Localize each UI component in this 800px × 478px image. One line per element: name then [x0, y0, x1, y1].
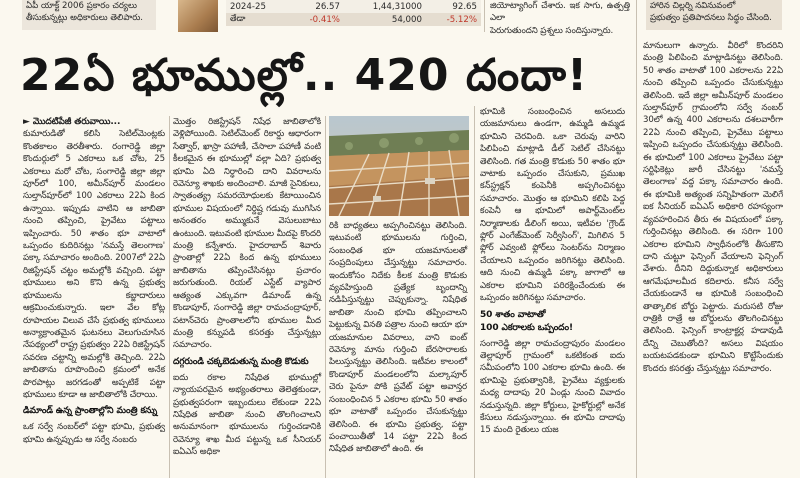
cell: -5.12% [446, 14, 477, 25]
subheading-line: 50 శాతం వాటాతో [480, 309, 546, 320]
continued-kicker: ► మొదటిపేజీ తరువాయి... [23, 117, 121, 127]
row-label: తేడా [230, 13, 246, 24]
table-row [226, 0, 481, 13]
paragraph: ఒక సర్వే నంబర్‌లో పట్టా భూమి, ప్రభుత్వ భూమి ఉన్నప్పుడు ఆ సర్వే నంబరు [23, 422, 165, 445]
headline: 22ఏ భూముల్లో.. 420 దందా! [20, 50, 589, 101]
top-right-snippet [646, 0, 782, 30]
article-column-1 [23, 116, 165, 449]
article-column-4 [480, 106, 625, 440]
kicker-text: మొదటిపేజీ తరువాయి... [32, 117, 121, 127]
subheading: డిమాండ్ ఉన్న ప్రాంతాల్లోని మంత్రి కన్ను [23, 406, 158, 417]
subheading: దగ్గరుండి చక్కబెడుతున్న మంత్రి కొడుకు [173, 356, 309, 367]
stats-table [226, 0, 481, 30]
snippet-line: పెరుగుతుందని ప్రశ్నలు సందిస్తున్నారు. [490, 25, 614, 36]
snippet-line: తీసుకున్నట్లు అధికారులు తెలిపారు. [26, 13, 144, 23]
column-divider [169, 116, 170, 478]
paragraph: కుమారుడితో కలిసి సెటిల్‌మెంట్లకు కొంతకాలం తెరతీశారు. రంగారెడ్డి జిల్లా కొందుర్గులో 5 ఎకరాలు ఒక చోట, 25 ఎకరాలు మరో చోట, సంగారెడ్డి జిల్లా జిల్లా పూర్‌లో 100, అమీన్‌పూర్ మండలం సుల్తాన్‌పూర్‌లో 100 ఎకరాలు 22ఏ కింద ఉన్నాయి. ఇప్పుడు వాటిని ఆ జాబితా నుంచి తప్పించి, ప్రైవేటు పట్టాలు ఇప్పించారు. 50 శాతం భూ వాటాలో ఒప్పందం కుదిరినట్లు 'నమస్తే తెలంగాణ' పక్కా సమాచారం అందింది. 2007లో 22ఏ రిజిస్ట్రేషన్ చట్టం అమల్లోకి వచ్చింది. పట్టా భూములు అని కొని ఉన్న ప్రభుత్వ భూములను కబ్జాదారులు ఆక్రమించుకున్నారు. ఇలా వేల కోట్ల రూపాయల విలువ చేసే ప్రభుత్వ భూములు అన్యాక్రాంతమైన ఘటనలు వెలుగుచూసిన నేపథ్యంలో రాష్ట్ర ప్రభుత్వం 22ఏ రిజిస్ట్రేషన్ సవరణ చట్టాన్ని అమల్లోకి తెచ్చింది. 22ఏ జాబితాను రూపొందించి క్రమంలో అనేక పొరపాట్లు జరగడంతో అప్పటికే పట్టా భూములు కూడా ఆ జాబితాలోకి చేరాయి. [23, 129, 165, 400]
row-label: 2024-25 [230, 1, 266, 12]
cell: -0.41% [309, 14, 340, 25]
cell: 26.57 [315, 1, 340, 12]
subheading [480, 309, 625, 335]
snippet-line: జియోట్యాగింగ్ చేశారు. ఇక సాగు, ఉత్పత్తి ఎలా [490, 1, 630, 24]
column-divider [636, 0, 637, 478]
column-divider [325, 116, 326, 478]
paragraph: రికి బాధ్యతలు అప్పగించినట్టు తెలిసింది. ఇటువంటి భూములను గుర్తించి, సంబంధిత భూ యజమానులతో సంప్రదింపులు చేస్తున్నట్టు సమాచారం. ఇందుకోసం నిదేకు కీలక మంత్రి కొడుకు వ్యవహిస్తుంది ప్రత్యేక బృందాన్ని నడిపిస్తున్నట్టు చెప్పుకున్నా. నిషేధిత జాబితా నుంచి భూమి తప్పించాలని పెట్టుకున్న వినతి పత్రాల నుంచి ఆయా భూ యజమానుల వివరాలు, వాని ఐంట్ రెవెన్యూ మాను గుర్తించి బేరసారాలకు పిలుస్తున్నట్టు తెలిసింది. ఇటీవల కాలంలో కొండాపూర్ మండలంలోని మల్కాపూర్ చెరు పైనూ పోకి ప్రవేట్ పట్టా అవాన్తర సంబంధించిన 5 ఎకరాల భూమి 50 శాతం భూ వాటాతో ఒప్పందం చేసుకున్నట్టు తెలిసింది. ఈ భూమి ప్రభుత్వ, పట్టా పంచాయితీతో 14 పట్టా 22ఏ కింద నిషేధిత జాబితాలో ఉంది. ఈ [329, 221, 467, 455]
paragraph: మొత్తం రిజిస్ట్రేషన్ నిషేధ జాబితాలోకి వెళ్లిపోయింది. సెటిల్‌మెంట్ రికార్డు ఆధారంగా సేత్వార్, ఖాస్రా పహాణీ, చేసాలా పహాణీ వంటి కీలకమైన ఈ భూముల్లో వల్లా ఏది? ప్రభుత్వ భూమి ఏది నిర్ధారించి దాని వివరాలను రెవెన్యూ శాఖకు అందించాలి. మాజీ సైనికులు, స్వాతంత్య్ర సమరయోధులకు కేటాయించిన భూముల విషయంలో నిర్దిష్ట గడువు ముగిసిన అనంతరం అమ్ముకునే వెసులుబాటు ఉంటుంది. ఇటువంటి భూముల మీదపై కొందరి మంత్రి కన్నేశారు. హైదరాబాద్ శివారు ప్రాంతాల్లో 22ఏ కింద ఉన్న భూములు జాబితాను తప్పించేసినట్లు ప్రచారం జరుగుతుంది. రియల్ ఎస్టేట్ వ్యాపార ఆత్యంత ఎక్కువగా డిమాండ్ ఉన్న కొండాపూర్, సంగారెడ్డి జిల్లా రామచంద్రాపూర్, పటాన్‌చెరు ప్రాంతాలలోని భూముల మీద మంత్రి కన్నుపడి కసరత్తు చేస్తున్నట్లు సమాచారం. [173, 117, 321, 351]
paragraph: మానులుగా ఉన్నారు. వీరిలో కొందరిని మంత్రి పిలిపించి మాట్లాడినట్టు తెలిసింది. 50 శాతం వాటాతో 100 ఎకరాలను 22ఏ నుంచి తప్పించి ఒప్పందం చేసుకున్నట్టు తెలిసింది. ఇదే జిల్లా అమీన్‌పూర్ మండలం సుల్తాన్‌పూర్ గ్రామంలోని సర్వే నంబర్ 30లో ఉన్న 400 ఎకరాలను దశలవారీగా 22ఏ నుంచి తప్పించి, ప్రైవేటు పట్టాలు ఇప్పించి ఒప్పందం చేసుకున్నట్టు తెలిసింది. ఈ భూమిలో 100 ఎకరాలు ప్రైవేటు పట్టా సర్టిఫికెట్లు జారీ చేసినట్టు 'నమస్తే తెలంగాణ' వద్ద పక్కా సమాచారం ఉంది. ఈ భూమికి అత్యంత సన్నిహితంగా మెలిగే ఐక సీనియర్ ఐఏఎస్ అధికారి రహస్యంగా వ్యవహరించిన తీరు ఈ విషయంలో పక్కా గుర్తించినట్లు తెలిసింది. ఈ సరిగా 100 ఎకరాల భూమిని స్వాధీనంలోకి తీసుకొని దాని చుట్టూ ఫెన్సింగ్ వేయాలని ఫెన్సింగ్ వేశారు. దీనిని దిద్దుకున్నాక అధికారులు ఆగమేఘాలమీద కదిలారు. కనీస సర్వే చేయకుండానే ఆ భూమికి సంబంధించి తాత్కాలిక బోర్డు పెట్టారు. మరుసటి రోజు రాత్రికి రాత్రే ఆ బోర్డులను తొలగించినట్టు తెలిసింది. ఫెన్సింగ్ కాంట్రాక్టర్ల హడావుడి దేన్ని చెబుతోంది? అసలు విషయం బయటపడకుండా భూమిని కొట్టేసేందుకు కొందరు కసరత్తు చేస్తున్నట్టు సమాచారం. [643, 41, 783, 374]
column-divider [474, 106, 475, 478]
article-column-right [643, 40, 783, 378]
snippet-line: హారిన చిల్లర్ని నవినువంలో [650, 1, 736, 11]
cell: 92.65 [452, 1, 477, 12]
grain-photo [178, 0, 218, 32]
paragraph: సంగారెడ్డి జిల్లా రామచంద్రాపురం మండలం తెల్లాపూర్ గ్రామంలో ఒకటికంత ఐదు సమీపంలోని 100 ఎకరాల భూమి ఉంది. ఈ భూమిపై ప్రభుత్వానికి, ప్రైవేటు వ్యక్తులకు మధ్య దాదాపు 20 ఏండ్లు నుంచి వివాదం నడుస్తున్నది. జిల్లా కోర్టులు, హైకోర్టుల్లో అనేక కేసులు నడుస్తున్నాయి. ఈ భూమి దాదాపు 15 మంది రైతులు యజ [480, 338, 625, 436]
article-column-2 [173, 116, 321, 462]
subheading-line: 100 ఎకరాలకు ఒప్పందం! [480, 322, 573, 333]
cell: 1,44,31000 [372, 1, 422, 12]
paragraph: ఐదు రకాల నిషేధిత భూముల్లో న్యాయపరమైన అభ్యంతరాలు తెలెత్తకుండా, ప్రభుత్వపరంగా ఇబ్బందులు లేకుండా 22ఏ నిషేధిత జాబితా నుంచి తొలగించాలని అనుమానంగా భూములను గుర్తించడానికి రెవెన్యూ శాఖ మీద పట్టున్న ఒక సీనియర్ ఐఏఎస్ అధికా [173, 372, 321, 458]
column-divider [484, 0, 485, 32]
snippet-line: ప్రభుత్వం ప్రతిపాదనలు సిద్ధం చేసింది. [650, 13, 772, 24]
cell: 54,000 [391, 14, 422, 25]
top-left-snippet [22, 0, 156, 30]
article-column-3 [329, 220, 467, 459]
table-row [226, 13, 481, 26]
paragraph: భూమికి సంబంధించిన అసలుదు యజమానులు ఉండగా, ఉమ్మడి ఉమ్మడ భూమిని చెరవింది. ఒకా చెరువు వారిని పిలిపించి మాట్లాడి డీల్ సెటిల్ చేసినట్టు తెలిసింది. గత మంత్రి కొడుకు 50 శాతం భూ వాటాకు ఒప్పందం చేసుకుని, ప్రముఖ కన్‌స్ట్రక్షన్ కంపెనీకి అప్పగించినట్టు సమాచారం. మొత్తం ఆ భూమిని కలిపి పెద్ద కంపెనీ ఆ భూమిలో అపార్ట్‌మెంట్‌ల నిర్మాణాలకు డీలింగ్ అయి, ఇటీవల 'గ్రౌండ్ ఫ్లోర్ ఎంగేజ్‌మెంట్ సెర్వీసింగ్', మిగిలిన 5 ఫ్లోర్‌ ఎవ్వంటి ఫ్లోర్‌లు సెంటర్‌ను నిర్మాణం చేయాలని ఒప్పందం జరిగినట్టు తెలిసింది. ఆది నుంచి ఉమ్మడి పక్కా జాగాలో ఆ ఎకరాల భూమిని పరిరక్షించేందుకు ఈ ఒప్పందం జరిగినట్టు సమాచారం. [480, 107, 625, 304]
top-mid-snippet [490, 0, 630, 36]
snippet-line: ఏపీ యాక్ట్ 2006 ప్రకారం చర్యలు [26, 1, 138, 11]
land-aerial-photo [329, 116, 469, 216]
